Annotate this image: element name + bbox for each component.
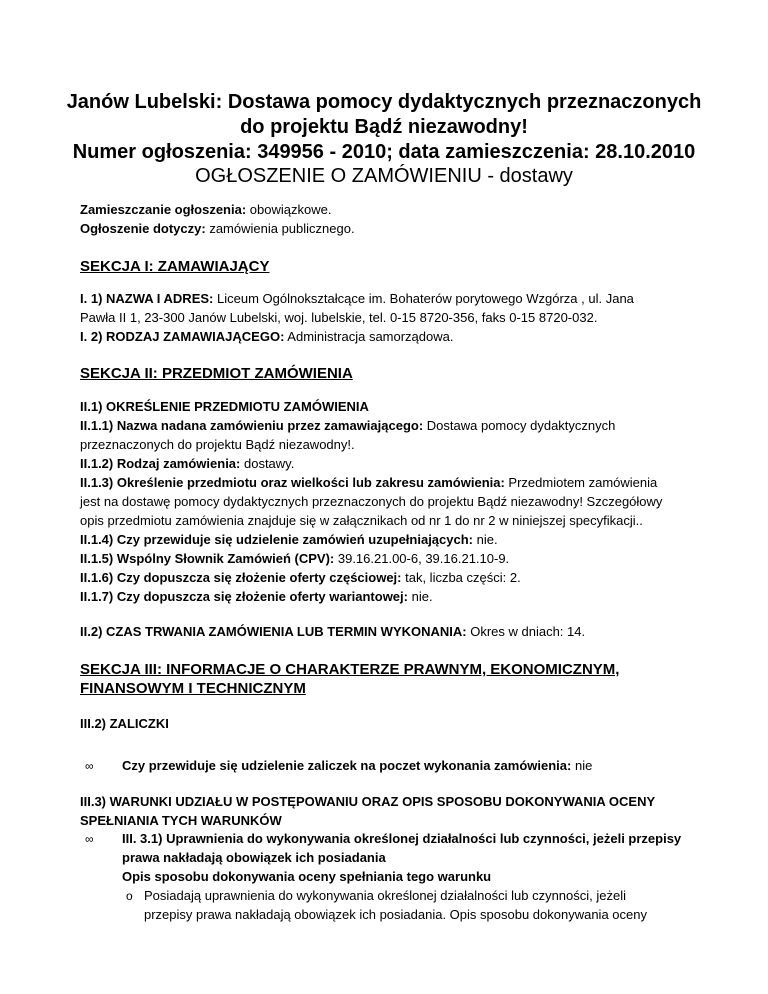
scope-line-3: opis przedmiotu zamówienia znajduje się w załącznikach od nr 1 do nr 2 w niniejszej specyfikacji.. bbox=[80, 513, 643, 528]
scope-label: II.1.3) Określenie przedmiotu oraz wielkości lub zakresu zamówienia: bbox=[80, 475, 505, 490]
obligation-line bbox=[80, 200, 331, 220]
contracting-type-label: I. 2) RODZAJ ZAMAWIAJĄCEGO: bbox=[80, 329, 285, 344]
obligation-value: obowiązkowe. bbox=[246, 202, 332, 217]
obligation-label: Zamieszczanie ogłoszenia: bbox=[80, 202, 247, 217]
cpv-label: II.1.5) Wspólny Słownik Zamówień (CPV): bbox=[80, 551, 335, 566]
supplementary-line bbox=[80, 530, 498, 550]
variant-offer-label: II.1.7) Czy dopuszcza się złożenie oferty wariantowej: bbox=[80, 589, 408, 604]
order-name-line-2: przeznaczonych do projektu Bądź niezawodny!. bbox=[80, 437, 355, 452]
order-name-label: II.1.1) Nazwa nadana zamówieniu przez zamawiającego: bbox=[80, 418, 424, 433]
order-kind-line bbox=[80, 454, 294, 474]
permissions-heading-line-1: III. 3.1) Uprawnienia do wykonywania określonej działalności lub czynności, jeżeli przepisy bbox=[122, 831, 682, 846]
order-kind-value: dostawy. bbox=[240, 456, 295, 471]
partial-offer-value: tak, liczba części: 2. bbox=[401, 570, 521, 585]
scope-line-2: jest na dostawę pomocy dydaktycznych przeznaczonych do projektu Bądź niezawodny! Szczegółowy bbox=[80, 494, 663, 509]
section-3-heading-line-1: SEKCJA III: INFORMACJE O CHARAKTERZE PRAWNYM, EKONOMICZNYM, bbox=[80, 661, 620, 678]
variant-offer-line bbox=[80, 587, 433, 607]
infinity-bullet-icon: ∞ bbox=[85, 832, 94, 846]
scope-line-1 bbox=[80, 473, 657, 493]
permissions-heading-line-3: Opis sposobu dokonywania oceny spełniania tego warunku bbox=[122, 869, 492, 884]
name-address-line-2: Pawła II 1, 23-300 Janów Lubelski, woj. lubelskie, tel. 0-15 8720-356, faks 0-15 8720-032. bbox=[80, 310, 598, 325]
infinity-bullet-icon: ∞ bbox=[85, 759, 94, 773]
section-3-heading-line-2: FINANSOWYM I TECHNICZNYM bbox=[80, 680, 306, 697]
section-2-heading: SEKCJA II: PRZEDMIOT ZAMÓWIENIA bbox=[80, 365, 353, 382]
supplementary-label: II.1.4) Czy przewiduje się udzielenie zamówień uzupełniających: bbox=[80, 532, 473, 547]
contracting-type-line bbox=[80, 327, 453, 347]
advances-heading: III.2) ZALICZKI bbox=[80, 716, 169, 731]
variant-offer-value: nie. bbox=[407, 589, 433, 604]
section-1-heading: SEKCJA I: ZAMAWIAJĄCY bbox=[80, 258, 270, 275]
title-line-1: Janów Lubelski: Dostawa pomocy dydaktycznych przeznaczonych bbox=[66, 91, 702, 113]
order-kind-label: II.1.2) Rodzaj zamówienia: bbox=[80, 456, 241, 471]
permissions-heading-line-2: prawa nakładają obowiązek ich posiadania bbox=[122, 850, 386, 865]
order-name-value-1: Dostawa pomocy dydaktycznych bbox=[423, 418, 616, 433]
concerns-line bbox=[80, 219, 355, 239]
cpv-line bbox=[80, 549, 509, 569]
title-line-2: do projektu Bądź niezawodny! bbox=[240, 116, 528, 138]
duration-label: II.2) CZAS TRWANIA ZAMÓWIENIA LUB TERMIN WYKONANIA: bbox=[80, 624, 467, 639]
contracting-type-value: Administracja samorządowa. bbox=[284, 329, 454, 344]
advances-label: Czy przewiduje się udzielenie zaliczek na poczet wykonania zamówienia: bbox=[122, 758, 572, 773]
partial-offer-label: II.1.6) Czy dopuszcza się złożenie oferty częściowej: bbox=[80, 570, 402, 585]
advances-line bbox=[122, 756, 592, 776]
conditions-heading-line-2: SPEŁNIANIA TYCH WARUNKÓW bbox=[80, 813, 282, 828]
title-line-3: Numer ogłoszenia: 349956 - 2010; data zamieszczenia: 28.10.2010 bbox=[72, 141, 696, 163]
subtitle: OGŁOSZENIE O ZAMÓWIENIU - dostawy bbox=[195, 165, 573, 187]
permissions-text-line-2: przepisy prawa nakładają obowiązek ich posiadania. Opis sposobu dokonywania oceny bbox=[144, 907, 647, 922]
partial-offer-line bbox=[80, 568, 521, 588]
circle-bullet-icon: o bbox=[126, 889, 133, 903]
concerns-value: zamówienia publicznego. bbox=[205, 221, 355, 236]
name-address-value-1: Liceum Ogólnokształcące im. Bohaterów porytowego Wzgórza , ul. Jana bbox=[213, 291, 634, 306]
order-name-line-1 bbox=[80, 416, 615, 436]
supplementary-value: nie. bbox=[473, 532, 498, 547]
conditions-heading-line-1: III.3) WARUNKI UDZIAŁU W POSTĘPOWANIU ORAZ OPIS SPOSOBU DOKONYWANIA OCENY bbox=[80, 794, 656, 809]
advances-value: nie bbox=[571, 758, 593, 773]
subject-definition-heading: II.1) OKREŚLENIE PRZEDMIOTU ZAMÓWIENIA bbox=[80, 399, 369, 414]
duration-value: Okres w dniach: 14. bbox=[466, 624, 586, 639]
scope-value-1: Przedmiotem zamówienia bbox=[504, 475, 658, 490]
name-address-line-1 bbox=[80, 289, 634, 309]
name-address-label: I. 1) NAZWA I ADRES: bbox=[80, 291, 214, 306]
cpv-value: 39.16.21.00-6, 39.16.21.10-9. bbox=[334, 551, 510, 566]
concerns-label: Ogłoszenie dotyczy: bbox=[80, 221, 206, 236]
duration-line bbox=[80, 622, 585, 642]
permissions-text-line-1: Posiadają uprawnienia do wykonywania określonej działalności lub czynności, jeżeli bbox=[144, 888, 626, 903]
